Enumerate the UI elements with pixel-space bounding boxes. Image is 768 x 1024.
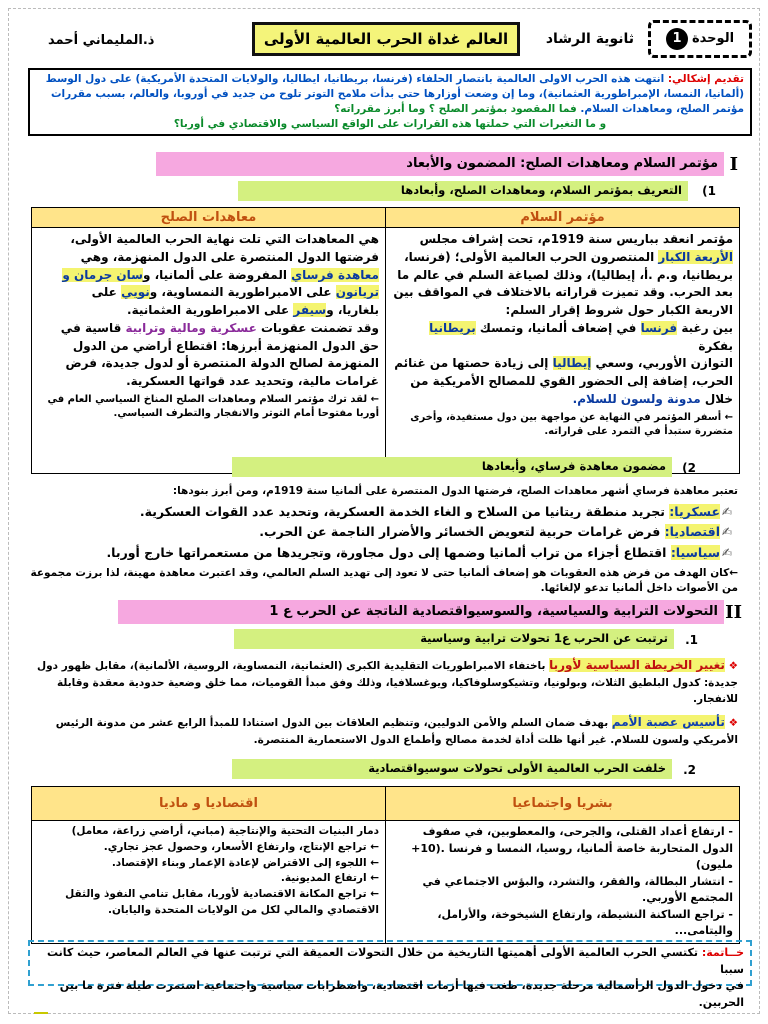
- unit-number: 1: [666, 28, 688, 50]
- treaty-line-9: غرامات مالية، وتحديد عدد قواتها العسكرية.: [126, 374, 379, 388]
- intro-label: تقديم إشكالي:: [667, 73, 744, 85]
- sanctions-highlight: عسكرية ومالية وترابية: [125, 320, 257, 335]
- section-2-sub-2-number: 2.: [683, 763, 696, 777]
- treaty-text-5a: بلغاريا، و: [326, 303, 379, 317]
- item-label: عسكريا:: [669, 504, 720, 519]
- intro-text-1: انتهت هذه الحرب الاولى العالمية بانتصار الحلفاء (فرنسا، بريطانيا، ايطاليا، والولايات المتحدة الأمريكية) على دول الوسط: [45, 73, 665, 85]
- header: [28, 20, 752, 62]
- trianon-highlight: تريانون: [335, 285, 379, 300]
- item-text: اقتطاع أجزاء من تراب ألمانيا وضمها إلى دول مجاورة، وتجريدها من مستعمراتها خارج أوربا.: [106, 544, 667, 560]
- intro-box: [28, 68, 752, 136]
- section-1-sub-2-title: مضمون معاهدة فرساي، وأبعادها: [232, 457, 672, 477]
- page-mark: [34, 1012, 48, 1014]
- versailles-item-economic: [34, 522, 734, 542]
- versailles-highlight: معاهدة فرساي: [291, 267, 379, 282]
- section-1-sub-1-title: التعريف بمؤتمر السلام، ومعاهدات الصلح، وأبعادها: [238, 181, 688, 201]
- section-2-numeral: II: [725, 602, 742, 623]
- map-change-text-2: جديدة: كدول البلطيق الثلاث، وبولونيا، وتشيكوسلوفاكيا، ويوغسلافيا، وذلك وفق مبدأ القوميات، مما خلق وضعية حدودية معقدة وقابلة: [57, 676, 738, 689]
- intro-line-2: (ألمانيا، النمسا، الإمبراطورية العثمانية)، وما إن وضعت أوزارها حتى بدأت ملامح التوتر تلوح من جديد في أوروبا، والعالم، بسبب مقررات: [50, 87, 744, 100]
- wilson-code: مدونة ولسون للسلام.: [572, 391, 701, 406]
- item-text: تجريد منطقة ريتانيا من السلاح و الغاء الخدمة العسكرية، وتحديد عدد القوات العسكرية.: [139, 504, 665, 519]
- conf-line-8: الحرب، إضافة إلى الحضور القوي للمصالح الأمريكية من: [410, 374, 733, 388]
- social-item: - تراجع الساكنة النشيطة، وارتفاع الشيخوخة، والأرامل، واليتامى...: [437, 907, 733, 937]
- economic-item: ← ارتفاع المديونية.: [280, 872, 379, 885]
- col-header-economic: اقتصاديا و ماديا: [32, 787, 386, 821]
- peace-treaties-table: [31, 207, 740, 474]
- section-1-sub-1-number: 1): [702, 184, 716, 198]
- section-1-sub-2-number: 2): [682, 461, 696, 475]
- conf-line-6: [392, 320, 733, 356]
- neuilly-highlight: نويي: [121, 285, 150, 300]
- conf-text-5e: بفكرة: [698, 338, 733, 353]
- economic-item: دمار البنيات التحتية والإنتاجية (مباني، أراضي زراعة، معامل): [71, 825, 379, 837]
- map-change-text-3: للانفجار.: [693, 692, 738, 705]
- socioeconomic-table: [31, 786, 740, 944]
- conclusion-text-2: في دخول الدول الرأسمالية مرحلة جديدة، طغت فيها أزمات اقتصادية، واضطرابات سياسية واجتماعية استمرت طيلة فترة ما بين الحربين.: [59, 979, 744, 1009]
- italy-highlight: إيطاليا: [552, 356, 592, 371]
- big-four-highlight: الأربعة الكبار: [658, 249, 733, 264]
- section-2-title: التحولات الترابية والسياسية، والسوسيواقتصادية الناتجة عن الحرب ع 1: [118, 600, 724, 624]
- conf-note: ← أسفر المؤتمر في النهاية عن مواجهة بين دول مستفيدة، وأخرى متضررة ستبدأ في التمرد على قراراته.: [410, 411, 733, 437]
- treaty-text-6a: وقد تضمنت عقوبات: [260, 320, 379, 335]
- section-1-numeral: I: [729, 154, 738, 175]
- conf-line-3: بريطانيا، و.م .أ، إيطاليا)، وذلك لصياغة السلم في عالم ما: [397, 267, 733, 282]
- conf-line-7: [392, 355, 733, 373]
- col-header-social: بشريا واجتماعيا: [386, 787, 740, 821]
- economic-item: ← تراجع الإنتاج، وارتفاع الأسعار، وحصول عجز تجاري.: [103, 840, 379, 853]
- treaty-text-5c: على الامبراطورية العثمانية.: [127, 303, 290, 317]
- conf-text-5c: في إضعاف ألمانيا، وتمسك: [479, 320, 637, 335]
- sevres-highlight: سيفر: [293, 303, 327, 317]
- intro-line-3: [36, 102, 744, 117]
- treaty-line-2: فرضتها الدول المنتصرة على الدول المنهزمة، وهي: [80, 249, 379, 264]
- section-2-sub-1-number: 1.: [685, 633, 698, 647]
- col-header-treaties: معاهدات الصلح: [32, 208, 386, 228]
- versailles-intro: تعتبر معاهدة فرساي أشهر معاهدات الصلح، فرضتها الدول المنتصرة على ألمانيا سنة 1919م، ومن أبرز بنودها:: [172, 485, 738, 497]
- treaty-line-6: [38, 320, 379, 338]
- treaty-line-5: [38, 302, 379, 320]
- league-text-1: بهدف ضمان السلم والأمن الدوليين، وتنظيم العلاقات بين الدول استنادا للمبدأ الرابع عشر من مدونة الرئيس: [55, 717, 609, 730]
- section-1-title: مؤتمر السلام ومعاهدات الصلح: المضمون والأبعاد: [156, 152, 724, 176]
- conf-line-2: [392, 249, 733, 267]
- economic-cell: [32, 821, 386, 944]
- conf-text-1c: المنتصرون الحرب العالمية الأولى؛ (فرنسا،: [404, 249, 655, 264]
- pencil-icon: ✍: [721, 544, 733, 560]
- section-2-sub-2-title: خلفت الحرب العالمية الأولى تحولات سوسيواقتصادية: [232, 759, 672, 779]
- conclusion-label: خــاتمة:: [701, 946, 744, 959]
- versailles-note-2: من الأصوات داخل ألمانيا تدعو لإلغائها.: [540, 582, 738, 595]
- treaty-text-4d: على: [91, 285, 117, 300]
- conf-text-8a: خلال: [704, 391, 733, 406]
- social-item: - انتشار البطالة، والفقر، والتشرد، والبؤس الاجتماعي في المجتمع الأوربي.: [422, 874, 733, 904]
- treaty-line-4: [38, 284, 379, 302]
- treaty-text-4b: على الامبراطورية النمساوية، و: [149, 285, 332, 300]
- economic-item: ← تراجع المكانة الاقتصادية لأوربا، مقابل تنامي النفوذ والثقل الاقتصادي والمالي لكل من الولايات المتحدة واليابان.: [65, 888, 379, 916]
- intro-text-3a: مؤتمر الصلح، ومعاهدات السلام.: [580, 102, 744, 115]
- unit-box: [648, 20, 752, 58]
- treaty-line-7: حق الدول المنهزمة أبرزها: اقتطاع أراضي من الدول: [72, 338, 379, 353]
- conclusion-line-1: [36, 945, 744, 978]
- treaty-line-8: المنهزمة لصالح الدولة المنتصرة أو لدول جديدة، فرض: [65, 356, 379, 371]
- treaty-note: ← لقد ترك مؤتمر السلام ومعاهدات الصلح المناخ السياسي العام في أوربا مفتوحا أمام التوتر والانفجار والتطرف السياسي.: [47, 393, 379, 419]
- treaty-line-1: هي المعاهدات التي تلت نهاية الحرب العالمية الأولى،: [70, 232, 379, 246]
- league-label: تأسيس عصبة الأمم: [611, 715, 725, 730]
- conf-text-6: التوازن الأوربي، وسعي: [595, 356, 733, 371]
- versailles-item-military: [34, 502, 734, 522]
- versailles-note: [30, 566, 738, 596]
- social-cell: [386, 821, 740, 944]
- france-highlight: فرنسا: [640, 320, 678, 335]
- conclusion-text-1: تكتسي الحرب العالمية الأولى أهميتها التاريخية من خلال التحولات العميقة التي ترتبت عنها في العالم المعاصر، حيث كانت سببا: [46, 946, 744, 976]
- versailles-items: [34, 502, 734, 563]
- league-line-1: [30, 713, 738, 732]
- britain-highlight: بريطانيا: [429, 320, 476, 335]
- col-header-conference: مؤتمر السلام: [386, 208, 740, 228]
- conf-text-5a: بين رغبة: [681, 320, 733, 335]
- territorial-changes: [30, 656, 738, 748]
- intro-line-1: [36, 72, 744, 87]
- conclusion-box: [28, 940, 752, 1009]
- intro-question-2: و ما التغيرات التي حملتها هذه القرارات على الواقع السياسي والاقتصادي في أوربا؟: [173, 117, 607, 130]
- league-text-2: الأمريكي ولسون للسلام. غير أنها ظلت أداة لخدمة مصالح وأطماع الدول الاستعمارية المنتصرة.: [253, 733, 738, 746]
- treaty-line-3: [38, 267, 379, 285]
- item-label: سياسيا:: [670, 544, 720, 560]
- conf-line-4: بعد الحرب. وقد تميزت قراراته بالاختلاف في المواقف بين: [393, 285, 733, 300]
- map-change-line-1: [30, 656, 738, 675]
- school-name: ثانوية الرشاد: [545, 31, 634, 47]
- treaties-cell: [32, 228, 386, 474]
- treaty-text-6c: قاسية في: [60, 320, 122, 335]
- unit-label: الوحدة: [691, 31, 735, 47]
- economic-item: ← اللجوء إلى الاقتراض لإعادة الإعمار وبناء الإقتصاد.: [111, 856, 379, 869]
- conf-line-9: [392, 391, 733, 409]
- conf-line-1: مؤتمر انعقد بباريس سنة 1919م، تحت إشراف مجلس: [419, 232, 733, 246]
- treaty-text-3b: المفروضة على ألمانيا، و: [142, 267, 287, 282]
- diamond-bullet-icon: ❖: [724, 717, 738, 730]
- conf-line-5: الاربعة الكبار حول شروط إقرار السلم:: [505, 303, 733, 317]
- item-text: فرض غرامات حربية لتعويض الخسائر والأضرار الناجمة عن الحرب.: [259, 524, 661, 540]
- pencil-icon: ✍: [721, 524, 733, 540]
- map-change-text-1: باختفاء الامبراطوريات التقليدية الكبرى (العثمانية، النمساوية، الروسية، الألمانية)، مقابل ظهور دول: [37, 660, 546, 672]
- intro-question-1: فما المقصود بمؤتمر الصلح ؟ وما أبرز مقرراته؟: [334, 102, 577, 115]
- item-label: اقتصاديا:: [664, 524, 720, 540]
- conference-cell: [386, 228, 740, 474]
- versailles-item-political: [34, 543, 734, 563]
- section-2-sub-1-title: ترتبت عن الحرب ع1 تحولات ترابية وسياسية: [234, 629, 674, 649]
- teacher-name: ذ.المليماني أحمد: [48, 33, 155, 48]
- versailles-note-1: ←كان الهدف من فرض هذه العقوبات هو إضعاف ألمانيا حتى لا تعود إلى تهديد السلم العالمي، وقد اعتبرت معاهدة مهينة، لذا برزت مجموعة: [30, 567, 738, 579]
- diamond-bullet-icon: ❖: [724, 660, 738, 672]
- social-item: - ارتفاع أعداد القتلى، والجرحى، والمعطوبين، في صفوف الدول المتحاربة خاصة ألمانيا، روسيا، النمسا و فرنسا .(10+ مليون): [411, 825, 733, 871]
- lesson-title: العالم غداة الحرب العالمية الأولى: [252, 22, 520, 56]
- pencil-icon: ✍: [721, 504, 733, 519]
- map-change-label: تغيير الخريطة السياسية لأوربا: [549, 658, 725, 672]
- saint-germain-highlight: سان جرمان و: [62, 267, 143, 282]
- conf-text-6c: إلى زيادة حصتها من غنائم: [394, 356, 549, 371]
